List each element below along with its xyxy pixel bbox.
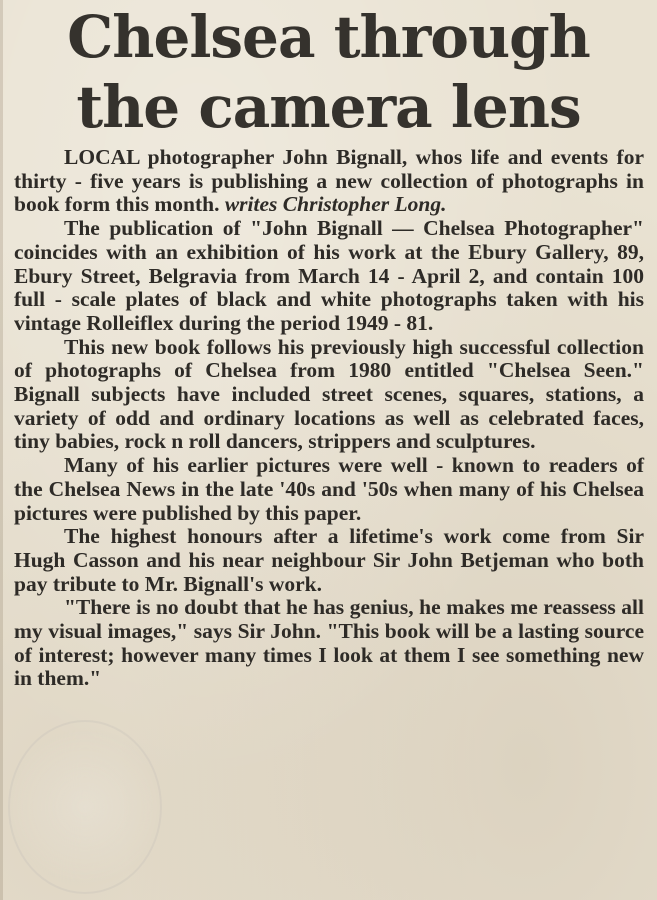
paragraph-intro xyxy=(14,146,644,217)
paper-edge xyxy=(0,0,3,900)
headline-line-1: Chelsea through xyxy=(67,3,590,71)
paragraph-quote: "There is no doubt that he has genius, he makes me reassess all my visual images," says Sir John. "This book will be a lasting source of interest; however many times I look at them I see something new in them." xyxy=(14,595,644,691)
article-body xyxy=(14,146,644,691)
paragraph-honours: The highest honours after a lifetime's work come from Sir Hugh Casson and his near neighbour Sir John Betjeman who both pay tribute to Mr. Bignall's work. xyxy=(14,524,644,596)
byline: writes Christopher Long. xyxy=(224,192,447,217)
headline-line-2: the camera lens xyxy=(76,73,581,141)
paragraph-new-book: This new book follows his previously high successful collection of photographs of Chelsea from 1980 entitled "Chelsea Seen." Bignall subjects have included street scenes, squares, stations, a variety of odd and ordinary locations as well as celebrated faces, tiny babies, rock n roll dancers, strippers and sculptures. xyxy=(14,334,644,454)
paragraph-earlier-pictures: Many of his earlier pictures were well - known to readers of the Chelsea News in the late '40s and '50s when many of his Chelsea pictures were published by this paper. xyxy=(14,453,644,525)
paragraph-intro-text: LOCAL photographer John Bignall, whos life and events for thirty - five years is publishing a new collection of photographs in book form this month. xyxy=(14,145,644,217)
paragraph-publication: The publication of "John Bignall — Chelsea Photographer" coincides with an exhibition of his work at the Ebury Gallery, 89, Ebury Street, Belgravia from March 14 - April 2, and contain 100 full - scale plates of black and white photographs taken with his vintage Rolleiflex during the period 1949 - 81. xyxy=(14,216,644,335)
paper-stain xyxy=(8,720,162,894)
